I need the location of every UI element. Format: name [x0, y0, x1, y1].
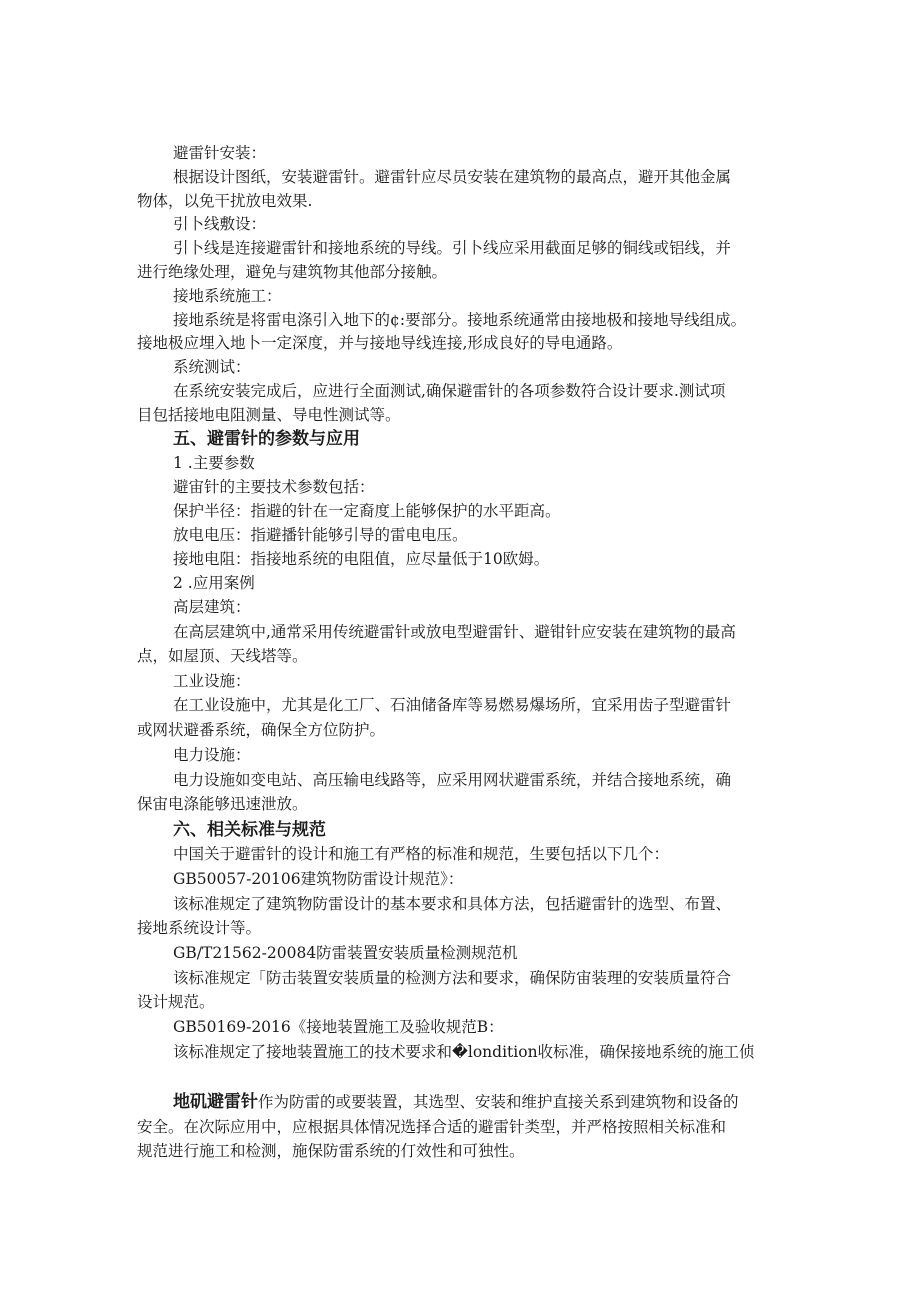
section-heading-6: 六、相关标准与规范 — [173, 820, 326, 840]
paragraph-line: 避宙针的主要技术参数包括： — [173, 478, 375, 496]
paragraph-line: 接地系统设计等。 — [137, 919, 262, 937]
paragraph-line: 该标准规定了建筑物防雷设计的基本要求和具体方法，包括避雷针的选型、布置、 — [173, 895, 732, 913]
subheading-industrial: 工业设施： — [173, 672, 251, 690]
paragraph-line: 在系统安装完成后，应进行全面测试,确保避雷针的各项参数符合设计要求.测试项 — [173, 382, 726, 400]
conclusion-text: 作为防雷的或要装置，其选型、安装和维护直接关系到建筑物和设备的 — [258, 1093, 739, 1111]
section-heading-5: 五、避雷针的参数与应用 — [173, 429, 360, 449]
paragraph-line: 设计规范。 — [137, 993, 215, 1011]
subheading-down-conductor: 引卜线敷设： — [173, 215, 267, 233]
paragraph-line: 保宙电涤能够迅速泄放。 — [137, 795, 308, 813]
subheading-grounding: 接地系统施工： — [173, 287, 282, 305]
paragraph-line: 该标准规定了接地装置施工的技术要求和�londition收标准，确保接地系统的施工侦 — [173, 1043, 755, 1061]
paragraph-line: 根据设计图纸，安装避雷针。避雷针应尽员安装在建筑物的最高点，避开其他金属 — [173, 168, 732, 186]
subheading-power: 电力设施： — [173, 746, 251, 764]
subheading-system-test: 系统测试： — [173, 358, 251, 376]
paragraph-line: 接地极应埋入地卜一定深度，并与接地导线连接,形成良好的导电通路。 — [137, 334, 623, 352]
paragraph-line: 接地系统是将雷电涤引入地下的¢:要部分。接地系统通常由接地极和接地导线组成。 — [173, 311, 747, 329]
paragraph-line: 进行绝缘处理，避免与建筑物其他部分接触。 — [137, 263, 448, 281]
subheading-high-rise: 高层建筑： — [173, 598, 251, 616]
subheading-lightning-rod-install: 避雷针安装： — [173, 144, 267, 162]
conclusion-lead: 地矶避雷针 — [173, 1092, 258, 1112]
standard-title: GB50169-2016《接地装置施工及验收规范B： — [173, 1018, 504, 1036]
paragraph-line: 点，如屋顶、天线塔等。 — [137, 647, 308, 665]
subsection-heading: 2 .应用案例 — [173, 574, 255, 592]
standard-title: GB50057-20106建筑物防雷设计规范》： — [173, 870, 464, 888]
paragraph-line: 中国关于避雷针的设计和施工有严格的标准和规范，生要包括以下几个： — [173, 845, 670, 863]
paragraph-line: 保护半径：指避的针在一定裔度上能够保护的水平距高。 — [173, 502, 561, 520]
paragraph-line: 电力设施如变电站、高压输电线路等，应采用网状避雷系统，并结合接地系统，确 — [173, 771, 732, 789]
paragraph-line: 接地电阻：指接地系统的电阻值，应尽量低于10欧姆。 — [173, 550, 550, 568]
paragraph-line: 或网状避番系统，确保全方位防护。 — [137, 721, 386, 739]
paragraph-line: 在工业设施中，尤其是化工厂、石油储备库等易燃易爆场所，宜采用齿子型避雷针 — [173, 696, 732, 714]
paragraph-line: 物体，以免干扰放电效果. — [137, 192, 313, 210]
paragraph-line: 该标准规定「防击装置安装质量的检测方法和要求，确保防宙装理的安装质量符合 — [173, 969, 732, 987]
conclusion-line — [173, 1092, 739, 1112]
subsection-heading: 1 .主要参数 — [173, 454, 255, 472]
conclusion-line: 安全。在次际应用中，应根据具体情况选择合适的避雷针类型，并严格按照相关标准和 — [137, 1118, 727, 1136]
paragraph-line: 在高层建筑中,通常采用传统避雷针或放电型避雷针、避钳针应安装在建筑物的最高 — [173, 623, 736, 641]
paragraph-line: 目包括接地电阻测量、导电性测试等。 — [137, 406, 401, 424]
conclusion-line: 规范进行施工和检测，施保防雷系统的仃效性和可独性。 — [137, 1142, 525, 1160]
paragraph-line: 引卜线是连接避雷针和接地系统的导线。引卜线应采用截面足够的铜线或铝线，并 — [173, 239, 732, 257]
standard-title: GB/T21562-20084防雷装置安装质量检测规范机 — [173, 944, 518, 962]
paragraph-line: 放电电压：指避播针能够引导的雷电电压。 — [173, 526, 468, 544]
